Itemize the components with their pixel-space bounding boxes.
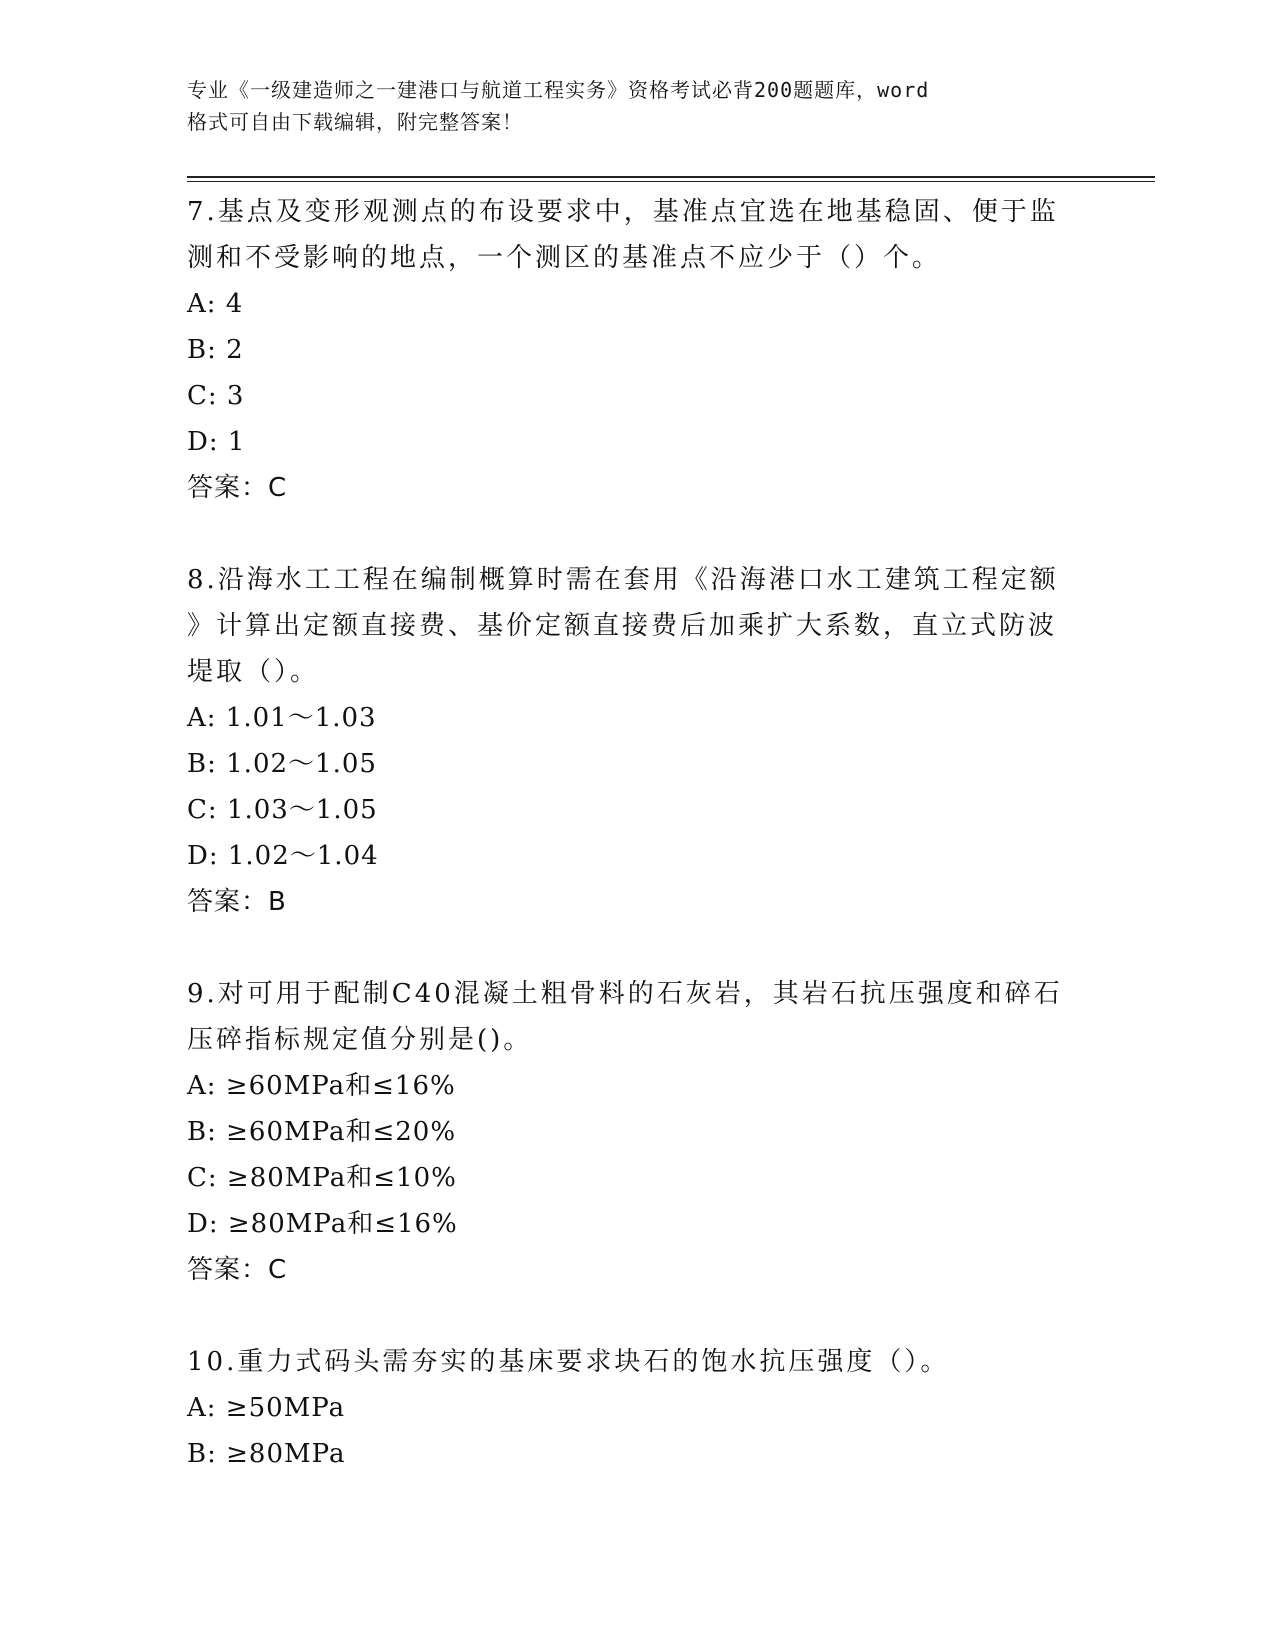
- question-stem-line: 8.沿海水工工程在编制概算时需在套用《沿海港口水工建筑工程定额: [187, 565, 1059, 595]
- question-spacer: [187, 1293, 1067, 1339]
- option-c: C: 1.03～1.05: [187, 795, 378, 825]
- option-d: D: 1.02～1.04: [187, 841, 379, 871]
- header-divider-thick: [187, 176, 1155, 178]
- question-stem-line: 》计算出定额直接费、基价定额直接费后加乘扩大系数，直立式防波: [187, 611, 1058, 641]
- header-divider-thin: [187, 181, 1155, 182]
- question-stem-line: 压碎指标规定值分别是()。: [187, 1025, 533, 1055]
- question-spacer: [187, 511, 1067, 557]
- answer-line: 答案：B: [187, 887, 287, 917]
- answer-line: 答案：C: [187, 473, 288, 503]
- question-10: [187, 1339, 1067, 1477]
- option-b: B: 2: [187, 335, 244, 365]
- document-header: [187, 74, 1067, 138]
- option-b: B: 1.02～1.05: [187, 749, 377, 779]
- option-d: D: ≥80MPa和≤16%: [187, 1209, 458, 1239]
- header-line-2: 格式可自由下载编辑，附完整答案！: [187, 110, 523, 134]
- question-stem-line: 7.基点及变形观测点的布设要求中，基准点宜选在地基稳固、便于监: [187, 197, 1059, 227]
- question-stem-line: 9.对可用于配制C40混凝土粗骨料的石灰岩，其岩石抗压强度和碎石: [187, 979, 1063, 1009]
- header-line-1: 专业《一级建造师之一建港口与航道工程实务》资格考试必背200题题库，word: [187, 78, 930, 102]
- option-b: B: ≥60MPa和≤20%: [187, 1117, 457, 1147]
- option-c: C: ≥80MPa和≤10%: [187, 1163, 457, 1193]
- question-8: [187, 557, 1067, 925]
- option-c: C: 3: [187, 381, 245, 411]
- question-7: [187, 189, 1067, 511]
- option-a: A: ≥50MPa: [187, 1393, 346, 1423]
- question-stem-line: 测和不受影响的地点，一个测区的基准点不应少于（）个。: [187, 243, 942, 273]
- question-spacer: [187, 925, 1067, 971]
- question-list: [187, 189, 1067, 1477]
- option-a: A: ≥60MPa和≤16%: [187, 1071, 456, 1101]
- question-9: [187, 971, 1067, 1293]
- option-d: D: 1: [187, 427, 246, 457]
- question-stem-line: 堤取（）。: [187, 657, 320, 687]
- option-a: A: 4: [187, 289, 244, 319]
- answer-line: 答案：C: [187, 1255, 288, 1285]
- question-stem-line: 10.重力式码头需夯实的基床要求块石的饱水抗压强度（）。: [187, 1347, 950, 1377]
- option-a: A: 1.01～1.03: [187, 703, 377, 733]
- option-b: B: ≥80MPa: [187, 1439, 346, 1469]
